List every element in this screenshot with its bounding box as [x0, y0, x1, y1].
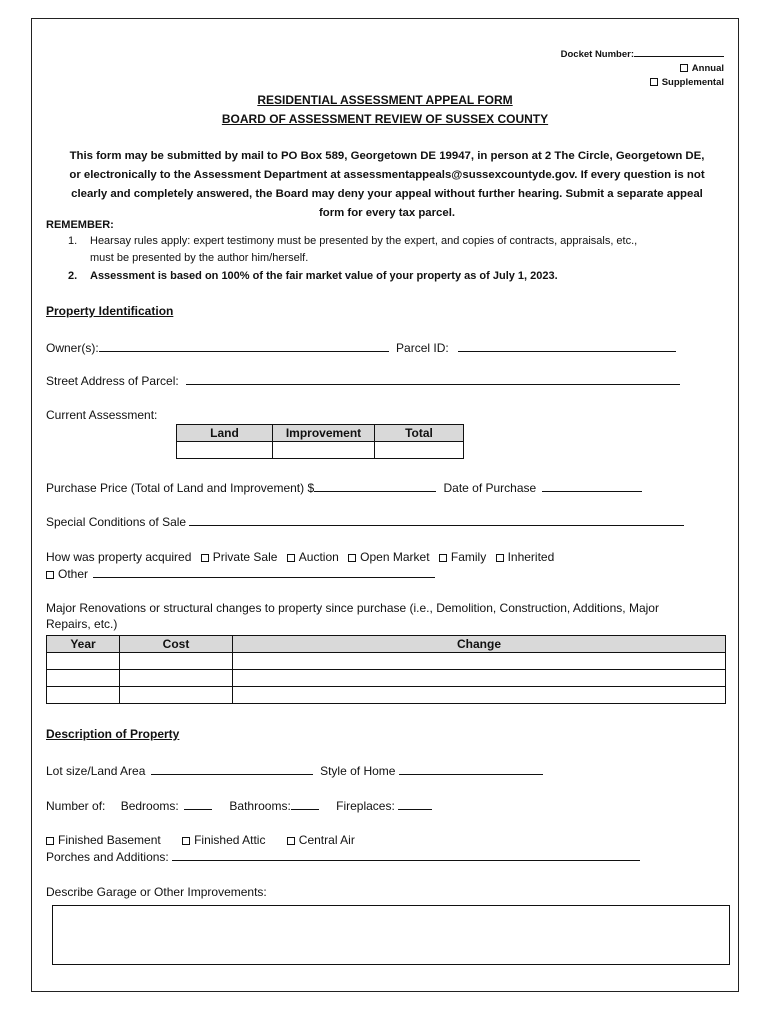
table-row: [47, 653, 726, 670]
auction-label: Auction: [298, 550, 339, 564]
open-market-checkbox[interactable]: [348, 554, 356, 562]
purchase-price-label: Purchase Price (Total of Land and Improvement) $: [46, 481, 315, 495]
renovation-col-change: Change: [233, 636, 726, 653]
table-row: [47, 687, 726, 704]
table-row: [47, 670, 726, 687]
street-address-field[interactable]: [186, 383, 680, 385]
renovation-cost-cell[interactable]: [120, 687, 233, 704]
renovation-year-cell[interactable]: [47, 687, 120, 704]
features-row: [46, 833, 355, 847]
lot-size-label: Lot size/Land Area: [46, 764, 146, 778]
special-conditions-field[interactable]: [189, 524, 684, 526]
finished-basement-label: Finished Basement: [58, 833, 161, 847]
bathrooms-label: Bathrooms:: [229, 799, 291, 813]
supplemental-option[interactable]: [650, 77, 724, 88]
street-address-label: Street Address of Parcel:: [46, 374, 179, 388]
bathrooms-field[interactable]: [291, 808, 319, 810]
inherited-checkbox[interactable]: [496, 554, 504, 562]
garage-label: Describe Garage or Other Improvements:: [46, 885, 267, 899]
assessment-total-cell[interactable]: [375, 442, 464, 459]
open-market-label: Open Market: [360, 550, 430, 564]
docket-number-field[interactable]: [634, 55, 724, 57]
remember-item-1-number: 1.: [68, 235, 78, 247]
central-air-checkbox[interactable]: [287, 837, 295, 845]
porches-label: Porches and Additions:: [46, 850, 169, 864]
parcel-id-field[interactable]: [458, 350, 676, 352]
acquired-other-row[interactable]: [46, 567, 435, 581]
current-assessment-table: [176, 424, 464, 459]
remember-item-2-number: 2.: [68, 270, 78, 282]
auction-checkbox[interactable]: [287, 554, 295, 562]
annual-checkbox[interactable]: [680, 64, 688, 72]
date-of-purchase-field[interactable]: [542, 490, 642, 492]
family-label: Family: [450, 550, 487, 564]
acquired-inherited[interactable]: [496, 550, 555, 564]
central-air-label: Central Air: [298, 833, 355, 847]
finished-attic-checkbox[interactable]: [182, 837, 190, 845]
owners-label: Owner(s):: [46, 341, 99, 355]
finished-basement-checkbox[interactable]: [46, 837, 54, 845]
special-conditions-label: Special Conditions of Sale: [46, 515, 187, 529]
other-field[interactable]: [93, 576, 435, 578]
purchase-price-row: [46, 481, 642, 495]
purchase-price-field[interactable]: [314, 490, 436, 492]
renovations-label-line-2: Repairs, etc.): [46, 617, 118, 631]
renovation-change-cell[interactable]: [233, 653, 726, 670]
street-address-row: [46, 374, 680, 388]
supplemental-checkbox[interactable]: [650, 78, 658, 86]
renovations-table: [46, 635, 726, 704]
fireplaces-field[interactable]: [398, 808, 432, 810]
renovation-change-cell[interactable]: [233, 687, 726, 704]
renovation-col-year: Year: [47, 636, 120, 653]
finished-basement-option[interactable]: [46, 833, 161, 847]
bedrooms-field[interactable]: [184, 808, 212, 810]
fireplaces-label: Fireplaces:: [336, 799, 395, 813]
assessment-col-total: Total: [375, 425, 464, 442]
remember-item-1-line-1: Hearsay rules apply: expert testimony must be presented by the expert, and copies of contracts, appraisals, etc.,: [90, 235, 638, 247]
assessment-improvement-cell[interactable]: [273, 442, 375, 459]
current-assessment-label: Current Assessment:: [46, 408, 158, 422]
renovations-label-line-1: Major Renovations or structural changes to property since purchase (i.e., Demolition, Construction, Additions, Major: [46, 601, 659, 615]
owners-row: [46, 341, 676, 355]
description-heading: Description of Property: [46, 727, 180, 741]
form-title: RESIDENTIAL ASSESSMENT APPEAL FORM: [257, 93, 513, 107]
acquired-private-sale[interactable]: [201, 550, 278, 564]
remember-item-1-line-2: must be presented by the author him/herself.: [90, 252, 309, 264]
acquired-label: How was property acquired: [46, 550, 192, 564]
date-of-purchase-label: Date of Purchase: [443, 481, 537, 495]
style-of-home-label: Style of Home: [320, 764, 396, 778]
lot-size-field[interactable]: [151, 773, 313, 775]
parcel-id-label: Parcel ID:: [396, 341, 449, 355]
assessment-col-land: Land: [177, 425, 273, 442]
family-checkbox[interactable]: [439, 554, 447, 562]
annual-label: Annual: [691, 63, 724, 74]
form-subtitle: BOARD OF ASSESSMENT REVIEW OF SUSSEX COUNTY: [221, 112, 549, 126]
acquired-family[interactable]: [439, 550, 486, 564]
supplemental-label: Supplemental: [661, 77, 724, 88]
docket-number-label: Docket Number:: [560, 49, 634, 60]
acquired-auction[interactable]: [287, 550, 339, 564]
porches-field[interactable]: [172, 859, 640, 861]
renovation-year-cell[interactable]: [47, 670, 120, 687]
bedrooms-label: Bedrooms:: [120, 799, 179, 813]
assessment-land-cell[interactable]: [177, 442, 273, 459]
private-sale-checkbox[interactable]: [201, 554, 209, 562]
finished-attic-option[interactable]: [182, 833, 265, 847]
annual-option[interactable]: [680, 63, 724, 74]
private-sale-label: Private Sale: [212, 550, 278, 564]
other-label: Other: [58, 567, 89, 581]
lot-size-row: [46, 764, 543, 778]
inherited-label: Inherited: [507, 550, 555, 564]
number-of-row: [46, 799, 432, 813]
renovation-col-cost: Cost: [120, 636, 233, 653]
intro-line-1: This form may be submitted by mail to PO Box 589, Georgetown DE 19947, in person at 2 The Circle, Georgetown DE,: [69, 150, 705, 162]
intro-line-3: clearly and completely answered, the Board may deny your appeal without further hearing. Submit a separate appeal: [71, 188, 703, 200]
renovation-cost-cell[interactable]: [120, 653, 233, 670]
style-of-home-field[interactable]: [399, 773, 543, 775]
renovation-change-cell[interactable]: [233, 670, 726, 687]
special-conditions-row: [46, 515, 684, 529]
garage-description-box[interactable]: [52, 905, 730, 965]
porches-row: [46, 850, 640, 864]
acquired-open-market[interactable]: [348, 550, 429, 564]
intro-line-2: or electronically to the Assessment Department at assessmentappeals@sussexcountyde.gov. If every question is not: [69, 169, 705, 181]
renovation-year-cell[interactable]: [47, 653, 120, 670]
acquired-row: [46, 550, 554, 564]
finished-attic-label: Finished Attic: [194, 833, 266, 847]
renovation-cost-cell[interactable]: [120, 670, 233, 687]
assessment-col-improvement: Improvement: [273, 425, 375, 442]
docket-number-row: [561, 49, 724, 60]
intro-line-4: form for every tax parcel.: [318, 207, 456, 219]
owners-field[interactable]: [99, 350, 389, 352]
other-checkbox[interactable]: [46, 571, 54, 579]
property-identification-heading: Property Identification: [46, 304, 174, 318]
remember-item-2: Assessment is based on 100% of the fair market value of your property as of July 1, 2023.: [90, 270, 558, 282]
central-air-option[interactable]: [287, 833, 355, 847]
number-of-label: Number of:: [46, 799, 106, 813]
form-page: [31, 18, 739, 992]
remember-heading: REMEMBER:: [46, 219, 114, 231]
